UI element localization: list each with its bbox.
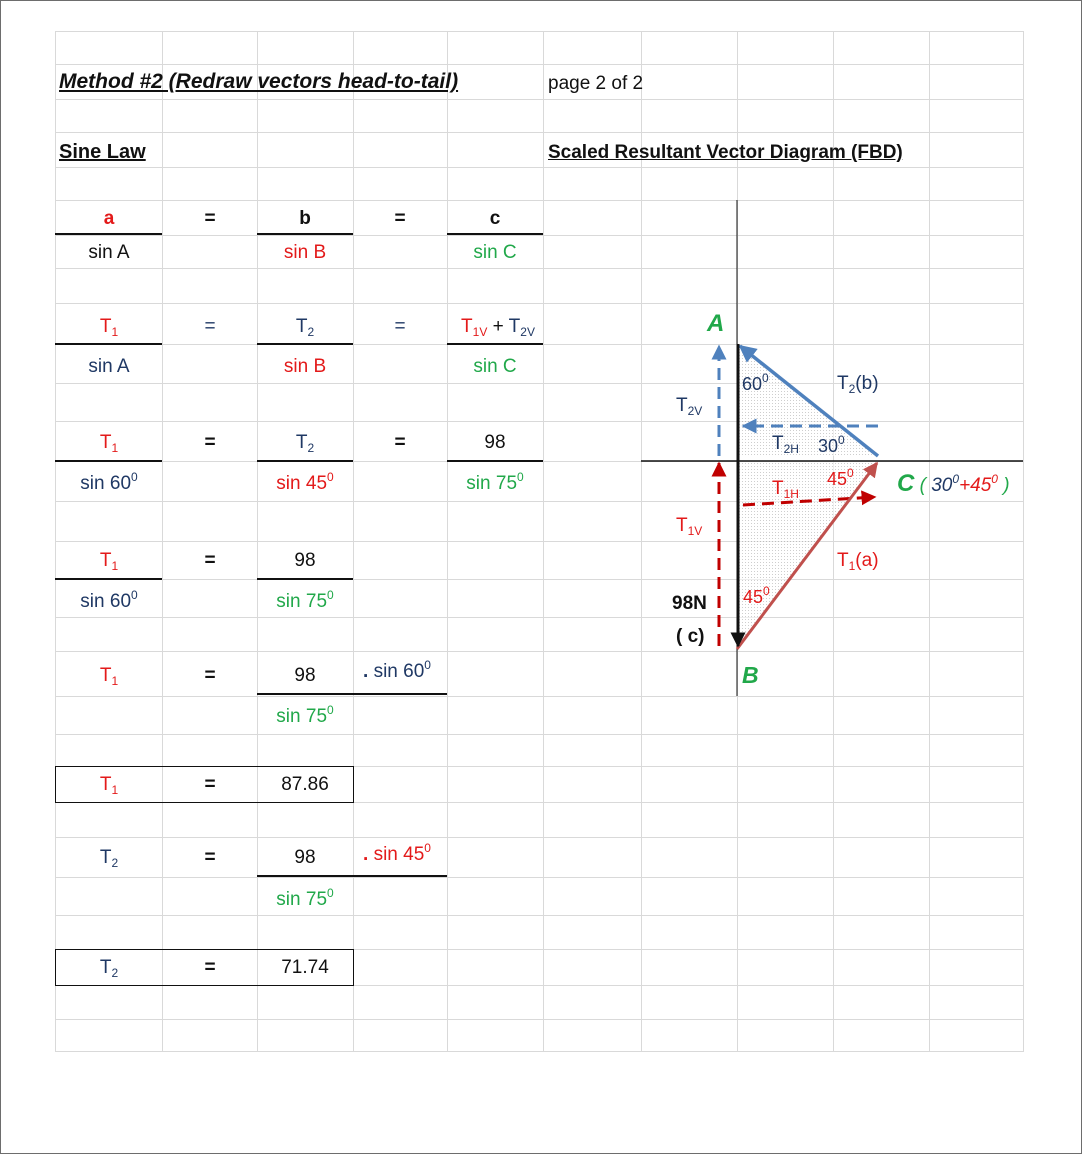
t1h-label: $T_{1H}$ (772, 478, 799, 501)
multiply-sin-45: . $\sin 45^0$ (363, 841, 431, 865)
sin-c-denominator: sin C (473, 356, 517, 377)
weight-numerator: 98 (484, 432, 506, 453)
angle-45-c-label: $45^0$ (827, 466, 854, 489)
sine-law-a: a (103, 208, 115, 229)
sin-60-denominator: $\sin 60^0$ (80, 588, 138, 612)
t1-label: $T_1$ (99, 665, 119, 688)
sin-75-denominator: $\sin 75^0$ (276, 886, 334, 910)
weight-c-label: ( c) (676, 626, 705, 647)
equals-sign: = (204, 316, 216, 337)
page-title: Method #2 (Redraw vectors head-to-tail) (59, 70, 459, 93)
t2v-label: $T_{2V}$ (676, 395, 703, 418)
sin-a-denominator: sin A (88, 356, 130, 377)
t1-numerator: $T_1$ (99, 316, 119, 339)
sin-60-denominator: $\sin 60^0$ (80, 470, 138, 494)
vertex-c-label: C ( $30^0+45^0$ ) (897, 470, 1010, 497)
equals-sign: = (204, 957, 216, 978)
t1v-plus-t2v: $T_{1V} + T_{2V}$ (461, 316, 535, 339)
vector-diagram (1, 1, 1081, 1153)
multiply-sin-60: . $\sin 60^0$ (363, 658, 431, 682)
t2-result-label: $T_2$ (99, 957, 119, 980)
t2-numerator: $T_2$ (295, 316, 315, 339)
t1v-label: $T_{1V}$ (676, 515, 703, 538)
sine-law-c: c (489, 208, 501, 229)
t2-label: $T_2$ (99, 847, 119, 870)
t2-numerator: $T_2$ (295, 432, 315, 455)
t2-result-value: 71.74 (281, 957, 329, 978)
sin-75-denominator: $\sin 75^0$ (466, 470, 524, 494)
equals-sign: = (204, 665, 216, 686)
t1-numerator: $T_1$ (99, 550, 119, 573)
sin-75-denominator: $\sin 75^0$ (276, 703, 334, 727)
equals-sign: = (394, 316, 406, 337)
angle-60-label: $60^0$ (742, 371, 769, 394)
t1-numerator: $T_1$ (99, 432, 119, 455)
equals-sign: = (204, 847, 216, 868)
t2-b-label: $T_2(b)$ (837, 373, 879, 396)
vertex-b-label: B (742, 662, 759, 688)
t1-result-label: $T_1$ (99, 774, 119, 797)
equals-sign: = (204, 432, 216, 453)
t2h-label: $T_{2H}$ (772, 433, 799, 456)
sin-a-denominator: sin A (88, 242, 130, 263)
equals-sign: = (394, 432, 406, 453)
t1-result-value: 87.86 (281, 774, 329, 795)
sin-45-denominator: $\sin 45^0$ (276, 470, 334, 494)
weight-numerator: 98 (294, 847, 316, 868)
equals-sign: = (204, 208, 216, 229)
vertex-a-label: A (707, 310, 725, 337)
sine-law-heading: Sine Law (59, 141, 146, 163)
sin-b-denominator: sin B (283, 356, 327, 377)
sin-b-denominator: sin B (283, 242, 327, 263)
sin-75-denominator: $\sin 75^0$ (276, 588, 334, 612)
angle-45-b-label: $45^0$ (743, 584, 770, 607)
equals-sign: = (204, 774, 216, 795)
diagram-title: Scaled Resultant Vector Diagram (FBD) (548, 142, 903, 163)
sine-law-b: b (299, 208, 311, 229)
weight-numerator: 98 (294, 665, 316, 686)
sin-c-denominator: sin C (473, 242, 517, 263)
equals-sign: = (394, 208, 406, 229)
weight-numerator: 98 (294, 550, 316, 571)
t1-a-label: $T_1(a)$ (837, 550, 879, 573)
weight-98n-label: 98N (672, 593, 707, 614)
page-number: page 2 of 2 (548, 73, 644, 94)
equals-sign: = (204, 550, 216, 571)
angle-30-label: $30^0$ (818, 433, 845, 456)
